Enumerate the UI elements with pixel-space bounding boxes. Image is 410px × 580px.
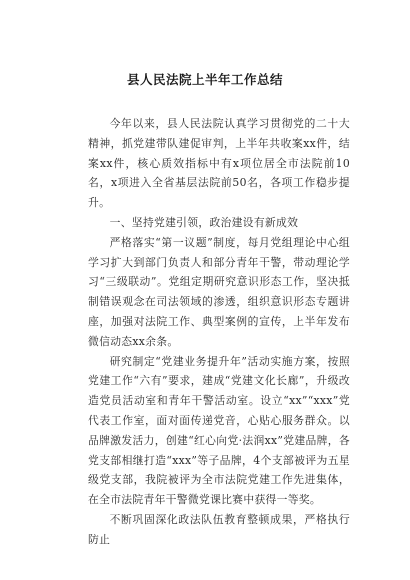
body-paragraph: 不断巩固深化政法队伍教育整顿成果，严格执行防止	[88, 512, 350, 546]
body-paragraph: 研究制定“党建业务提升年”活动实施方案，按照党建工作“六有”要求，建成“党建文化长廊”，升级改造党员活动室和青年干警活动室。设立“xx”“xxx”党代表工作室，面对面传递党音，心贴心服务群众。以品牌激发活力，创建“红心向党·法润xx”党建品牌，各党支部相继打造“xxx”等子品牌，4个支部被评为五星级党支部，我院被评为全市法院党建工作先进集体，在全市法院青年干警微党课比赛中获得一等奖。	[88, 354, 350, 507]
body-paragraph: 严格落实“第一议题”制度，每月党组理论中心组学习扩大到部门负责人和部分青年干警，带动理论学习“三级联动”。党组定期研究意识形态工作，坚决抵制错误观念在司法领域的渗透，组织意识形态专题讲座，加强对法院工作、典型案例的宣传，上半年发布微信动态xx余条。	[88, 235, 350, 348]
document-title: 县人民法院上半年工作总结	[126, 72, 283, 87]
intro-paragraph: 今年以来，县人民法院认真学习贯彻党的二十大精神，抓党建带队建促审判，上半年共收案xx件，结案xx件，核心质效指标中有x项位居全市法院前10名，x项进入全省基层法院前50名，各项工作稳步提升。	[88, 117, 350, 210]
document-body	[88, 114, 350, 550]
section-heading: 一、坚持党建引领，政治建设有新成效	[109, 215, 299, 229]
